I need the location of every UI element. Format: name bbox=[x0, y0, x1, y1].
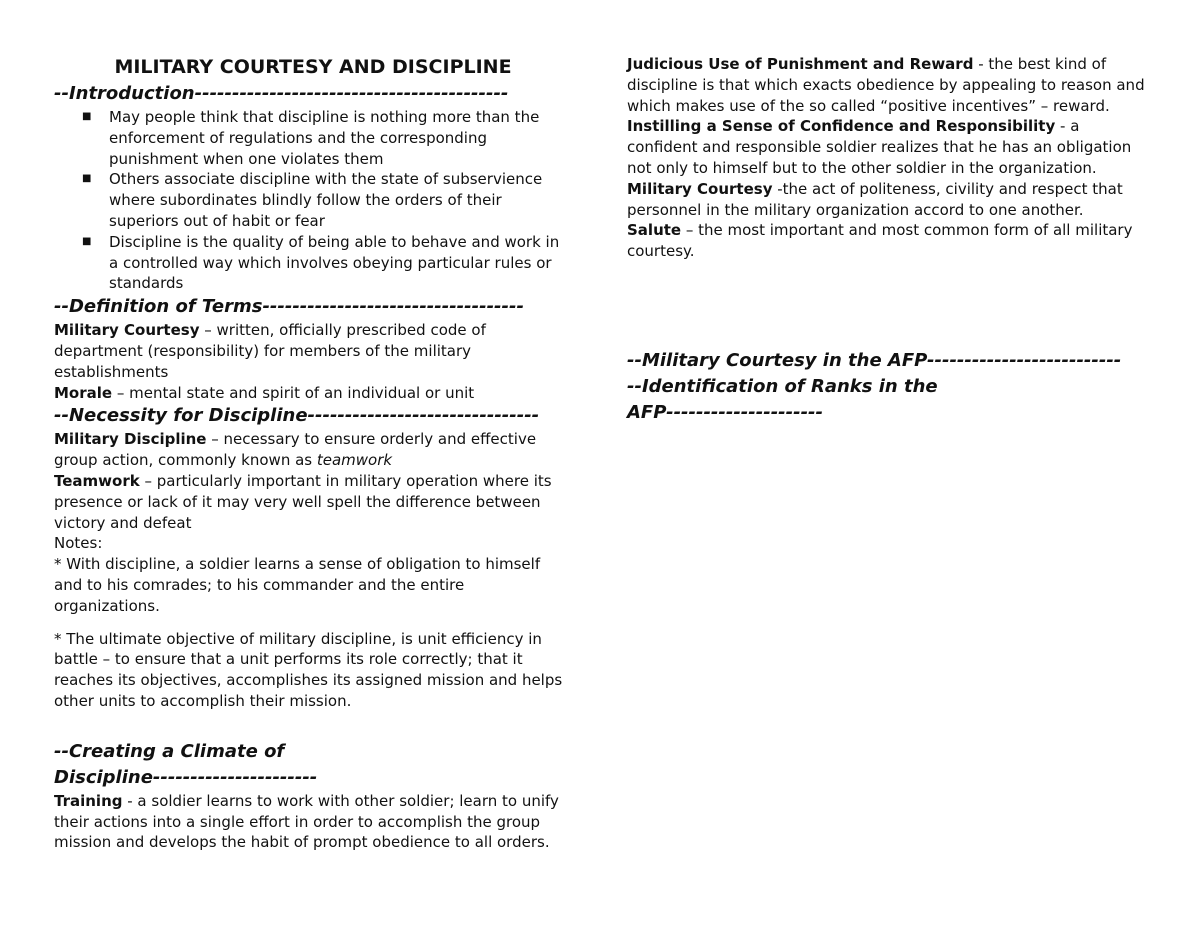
climate-salute bbox=[627, 220, 1147, 262]
climate-heading-line1: --Creating a Climate of bbox=[54, 740, 285, 762]
term-label: Salute bbox=[627, 221, 682, 240]
term-label: Military Discipline bbox=[54, 430, 207, 449]
term-text: – necessary to ensure orderly and effective group action, commonly known as bbox=[54, 430, 537, 470]
introduction-list bbox=[54, 107, 572, 294]
list-item-text: Discipline is the quality of being able to behave and work in a controlled way which involves obeying particular rules or standards bbox=[109, 232, 560, 293]
list-item bbox=[82, 232, 572, 294]
term-label: Judicious Use of Punishment and Reward bbox=[627, 55, 974, 73]
climate-judicious bbox=[627, 54, 1147, 116]
term-text: – written, officially prescribed code of department (responsibility) for members of the military establishments bbox=[54, 321, 486, 381]
left-column bbox=[54, 54, 572, 853]
term-text: - a confident and responsible soldier realizes that he has an obligation not only to himself but to the other soldier in the organization. bbox=[627, 117, 1132, 177]
term-text: – the most important and most common form of all military courtesy. bbox=[627, 221, 1133, 261]
term-label: Teamwork bbox=[54, 471, 140, 490]
climate-training bbox=[54, 791, 572, 853]
climate-heading-line2: Discipline---------------------- bbox=[54, 766, 318, 788]
term-label: Instilling a Sense of Confidence and Responsibility bbox=[627, 117, 1056, 136]
square-bullet-icon: ■ bbox=[82, 173, 92, 185]
note-2: * The ultimate objective of military discipline, is unit efficiency in battle – to ensure that a unit performs its role correctly; that it reaches its objectives, accomplishes its assigned mission and helps other units to accomplish their mission. bbox=[54, 629, 563, 710]
list-item-text: May people think that discipline is nothing more than the enforcement of regulations and the corresponding punishment when one violates them bbox=[109, 108, 540, 168]
afp-ranks-heading-line1: --Identification of Ranks in the bbox=[627, 375, 938, 397]
term-label: Morale bbox=[54, 383, 113, 402]
square-bullet-icon: ■ bbox=[82, 235, 92, 247]
square-bullet-icon: ■ bbox=[82, 111, 92, 122]
list-item-text: Others associate discipline with the state of subservience where subordinates blindly follow the orders of their superiors out of habit or fear bbox=[109, 170, 543, 230]
definition-heading: --Definition of Terms----------------------------------- bbox=[54, 296, 524, 318]
list-item bbox=[82, 169, 572, 231]
term-label: Training bbox=[54, 791, 123, 810]
climate-confidence bbox=[627, 116, 1147, 178]
definition-military-courtesy bbox=[54, 320, 572, 382]
climate-military-courtesy bbox=[627, 179, 1147, 221]
definition-morale bbox=[54, 383, 572, 404]
term-text: - a soldier learns to work with other soldier; learn to unify their actions into a single effort in order to accomplish the group mission and develops the habit of prompt obedience to all orders. bbox=[54, 791, 559, 852]
term-text: - the best kind of discipline is that which exacts obedience by appealing to reason and which makes use of the so called “positive incentives” – reward. bbox=[627, 55, 1145, 115]
term-label: Military Courtesy bbox=[54, 321, 200, 340]
list-item bbox=[82, 107, 572, 169]
note-1: * With discipline, a soldier learns a sense of obligation to himself and to his comrades; to his commander and the entire organizations. bbox=[54, 555, 541, 615]
term-text: – particularly important in military operation where its presence or lack of it may very well spell the difference between victory and defeat bbox=[54, 471, 552, 532]
introduction-heading: --Introduction------------------------------------------ bbox=[54, 83, 509, 104]
necessity-military-discipline bbox=[54, 429, 572, 471]
afp-courtesy-heading: --Military Courtesy in the AFP-------------------------- bbox=[627, 349, 1122, 371]
term-text: – mental state and spirit of an individual or unit bbox=[112, 383, 475, 402]
document-title: MILITARY COURTESY AND DISCIPLINE bbox=[114, 56, 512, 78]
term-label: Military Courtesy bbox=[627, 179, 773, 198]
afp-ranks-heading-line2: AFP--------------------- bbox=[627, 401, 823, 423]
necessity-teamwork bbox=[54, 471, 572, 533]
notes-label: Notes: bbox=[54, 534, 103, 553]
necessity-heading: --Necessity for Discipline------------------------------- bbox=[54, 405, 540, 427]
term-italic: teamwork bbox=[316, 451, 393, 470]
right-column bbox=[627, 54, 1147, 426]
term-text: -the act of politeness, civility and respect that personnel in the military organization accord to one another. bbox=[627, 179, 1123, 219]
